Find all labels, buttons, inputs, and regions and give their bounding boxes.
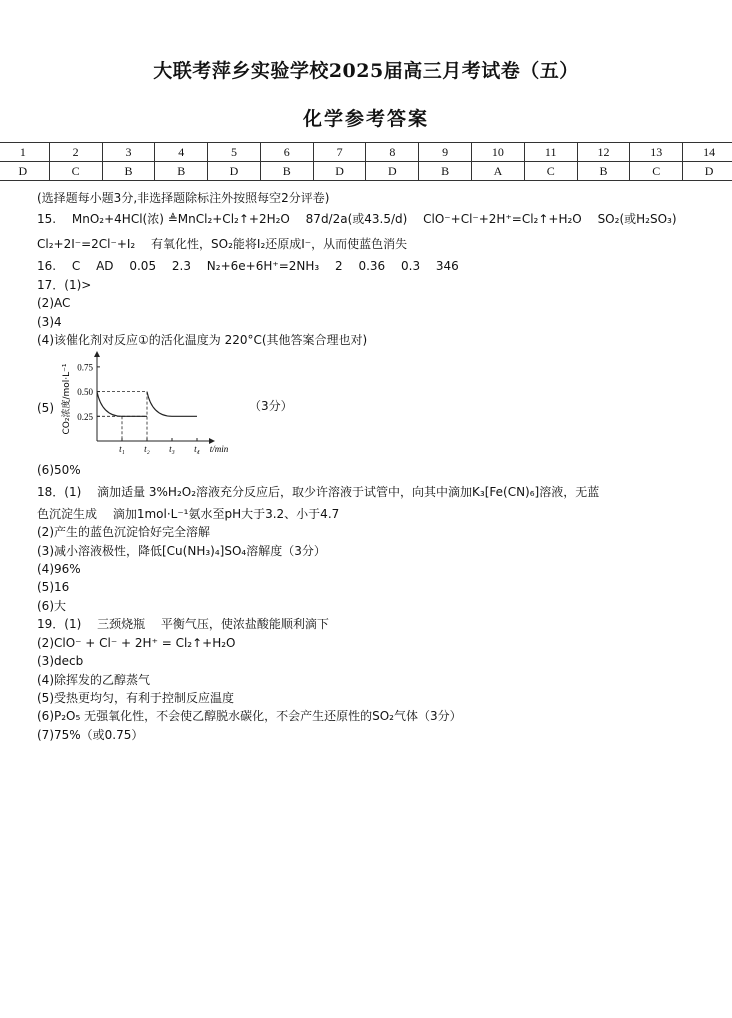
- question-number-cell: 2: [49, 143, 102, 162]
- q19-part-6: (6)P₂O₅ 无强氧化性，不会使乙醇脱水碳化，不会产生还原性的SO₂气体（3分）: [37, 709, 462, 724]
- answer-cell: A: [472, 162, 525, 181]
- q19-part-5: (5)受热更均匀，有利于控制反应温度: [37, 690, 234, 705]
- q17-part-6: (6)50%: [37, 463, 81, 478]
- q15-line-2: Cl₂+2I⁻=2Cl⁻+I₂ 有氧化性，SO₂能将I₂还原成I⁻，从而使蓝色消失: [37, 237, 408, 252]
- q18-part-5: (5)16: [37, 580, 70, 595]
- exam-title: [0, 56, 732, 83]
- q18-part-6: (6)大: [37, 598, 66, 613]
- q16-line: 16. C AD 0.05 2.3 N₂+6e+6H⁺=2NH₃ 2 0.36 0.3 346: [37, 259, 459, 274]
- q18-part-4: (4)96%: [37, 562, 81, 577]
- answer-cell: D: [683, 162, 732, 181]
- answer-cell: D: [0, 162, 49, 181]
- answer-table-answer-row: [0, 162, 732, 181]
- answer-content: [37, 189, 727, 744]
- q19-part-2: (2)ClO⁻ + Cl⁻ + 2H⁺ = Cl₂↑+H₂O: [37, 635, 236, 650]
- y-tick-label: 0.75: [77, 362, 93, 373]
- question-number-cell: 9: [419, 143, 472, 162]
- scoring-note: (选择题每小题3分,非选择题除标注外按照每空2分评卷): [37, 191, 330, 205]
- answer-cell: D: [208, 162, 261, 181]
- answer-cell: B: [155, 162, 208, 181]
- answer-cell: B: [102, 162, 155, 181]
- answer-table-number-row: [0, 143, 732, 162]
- q18-line-2: 色沉淀生成 滴加1mol·L⁻¹氨水至pH大于3.2、小于4.7: [37, 506, 340, 521]
- y-tick-label: 0.25: [77, 412, 93, 423]
- question-number-cell: 8: [366, 143, 419, 162]
- x-tick-label: t₂: [144, 444, 150, 455]
- q17-part-5-score: （3分）: [249, 399, 293, 414]
- q18-line-1: 18．(1) 滴加适量 3%H₂O₂溶液充分反应后，取少许溶液于试管中，向其中滴加K₃[Fe(CN)₆]溶液，无蓝: [37, 484, 600, 499]
- question-number-cell: 10: [472, 143, 525, 162]
- q18-part-2: (2)产生的蓝色沉淀恰好完全溶解: [37, 525, 210, 540]
- series-line-2: [147, 392, 197, 417]
- question-number-cell: 13: [630, 143, 683, 162]
- answer-cell: C: [49, 162, 102, 181]
- q17-part-3: (3)4: [37, 314, 62, 329]
- answer-cell: B: [577, 162, 630, 181]
- x-axis-label: t/min: [209, 444, 229, 455]
- question-number-cell: 12: [577, 143, 630, 162]
- question-number-cell: 14: [683, 143, 732, 162]
- question-number-cell: 1: [0, 143, 49, 162]
- question-number-cell: 7: [313, 143, 366, 162]
- q17-part-5-label: (5): [37, 401, 54, 416]
- question-number-cell: 11: [524, 143, 577, 162]
- answer-cell: C: [630, 162, 683, 181]
- answer-table: [0, 142, 732, 181]
- x-tick-label: t₁: [119, 444, 125, 455]
- q17-part-5: [37, 349, 727, 461]
- answer-cell: D: [366, 162, 419, 181]
- series-line-0: [97, 392, 147, 417]
- q15-line-1: 15. MnO₂+4HCl(浓) ≜MnCl₂+Cl₂↑+2H₂O 87d/2a(或43.5/d) ClO⁻+Cl⁻+2H⁺=Cl₂↑+H₂O SO₂(或H₂SO₃): [37, 212, 677, 227]
- y-axis-arrow: [94, 351, 100, 357]
- q17-part-2: (2)AC: [37, 296, 71, 311]
- q19-part-1: 19．(1) 三颈烧瓶 平衡气压，使浓盐酸能顺利滴下: [37, 617, 329, 632]
- question-number-cell: 6: [260, 143, 313, 162]
- answer-cell: C: [524, 162, 577, 181]
- q17-part-4: (4)该催化剂对反应①的活化温度为 220°C(其他答案合理也对): [37, 333, 368, 348]
- exam-title-rest: 萍乡实验学校2025届高三月考试卷（五）: [211, 60, 579, 82]
- answer-cell: D: [313, 162, 366, 181]
- exam-brand: 大联考: [153, 60, 212, 82]
- answer-key-title: 化学参考答案: [302, 108, 429, 130]
- answer-cell: B: [260, 162, 313, 181]
- question-number-cell: 4: [155, 143, 208, 162]
- y-axis-label: CO₂浓度/mol·L⁻¹: [62, 363, 72, 435]
- answer-cell: B: [419, 162, 472, 181]
- question-number-cell: 5: [208, 143, 261, 162]
- co2-concentration-chart: [45, 349, 245, 461]
- x-tick-label: t₃: [169, 444, 175, 455]
- q17-part-1: 17．(1)>: [37, 277, 92, 292]
- q19-part-4: (4)除挥发的乙醇蒸气: [37, 672, 150, 687]
- q19-part-3: (3)decb: [37, 654, 84, 669]
- q19-part-7: (7)75%（或0.75）: [37, 727, 144, 742]
- y-tick-label: 0.50: [77, 387, 93, 398]
- question-number-cell: 3: [102, 143, 155, 162]
- x-tick-label: t₄: [194, 444, 200, 455]
- q18-part-3: (3)减小溶液极性，降低[Cu(NH₃)₄]SO₄溶解度（3分）: [37, 543, 326, 558]
